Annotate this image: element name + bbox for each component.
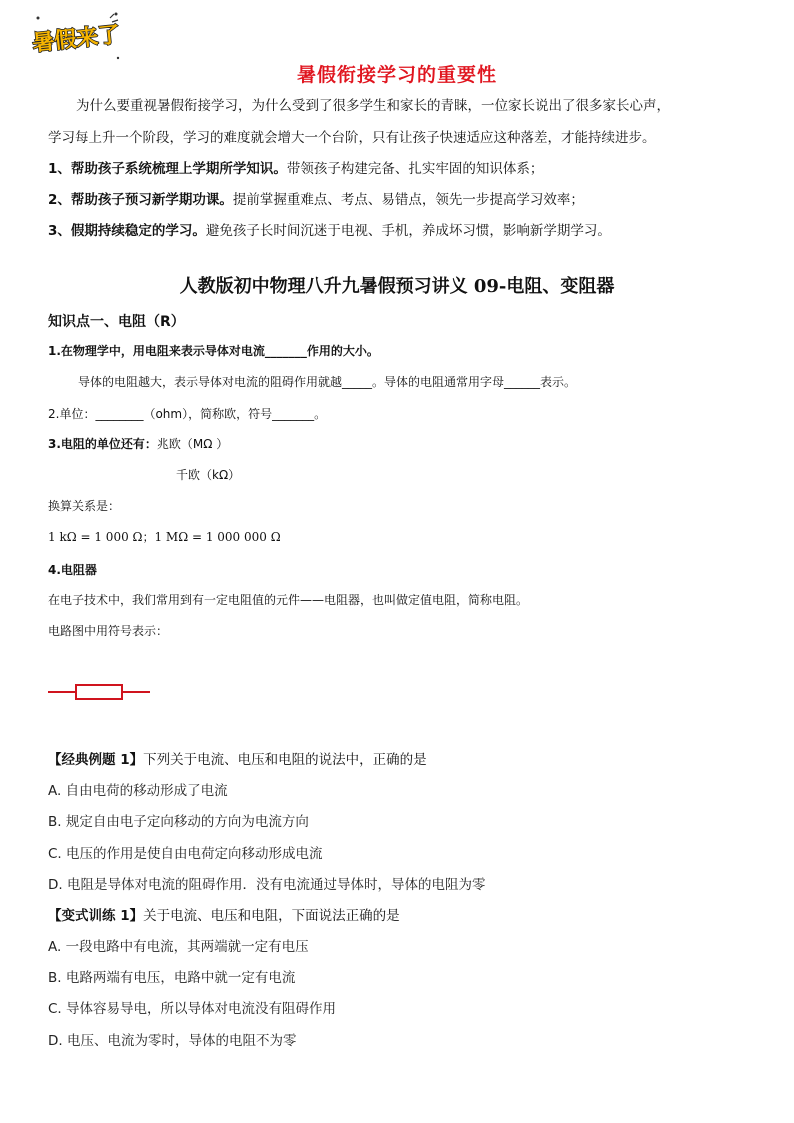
lecture-title: 人教版初中物理八升九暑假预习讲义 09-电阻、变阻器 <box>179 276 615 297</box>
practice-option-a: A. 一段电路中有电流，其两端就一定有电压 <box>48 939 309 955</box>
item4-description: 在电子技术中，我们常用到有一定电阻值的元件——电阻器，也叫做定值电阻，简称电阻。 <box>48 593 529 607</box>
item4-heading: 4.电阻器 <box>48 563 97 577</box>
practice-tag: 【变式训练 1】 <box>48 908 144 924</box>
symbol-label: 电路图中用符号表示： <box>48 624 169 638</box>
item3-lead: 3.电阻的单位还有： <box>48 437 157 451</box>
banner-paragraph-line1: 为什么要重视暑假衔接学习，为什么受到了很多学生和家长的青睐，一位家长说出了很多家长心声， <box>76 98 670 114</box>
section-heading: 知识点一、电阻（R） <box>48 314 185 330</box>
item3-kohm: 千欧（kΩ） <box>176 468 241 482</box>
example-option-c: C. 电压的作用是使自由电荷定向移动形成电流 <box>48 846 323 862</box>
item2-unit: 2.单位：________（ohm），简称欧，符号_______。 <box>48 407 327 421</box>
example-question-text: 下列关于电流、电压和电阻的说法中，正确的是 <box>143 752 427 768</box>
point-text: 提前掌握重难点、考点、易错点，领先一步提高学习效率； <box>232 192 584 208</box>
resistor-symbol-icon <box>48 682 152 702</box>
item3-mohm: 兆欧（MΩ ） <box>156 437 229 451</box>
point-lead: 3、假期持续稳定的学习。 <box>48 223 206 239</box>
example-option-b: B. 规定自由电子定向移动的方向为电流方向 <box>48 814 309 830</box>
practice-option-c: C. 导体容易导电，所以导体对电流没有阻碍作用 <box>48 1001 337 1017</box>
banner-point-3 <box>48 223 611 239</box>
practice-option-d: D. 电压、电流为零时，导体的电阻不为零 <box>48 1033 297 1049</box>
banner-title: 暑假衔接学习的重要性 <box>296 64 497 86</box>
practice-question-text: 关于电流、电压和电阻，下面说法正确的是 <box>143 908 400 924</box>
svg-text:暑假来了: 暑假来了 <box>31 22 122 57</box>
practice-question <box>48 904 400 924</box>
point-lead: 1、帮助孩子系统梳理上学期所学知识。 <box>48 161 287 177</box>
banner-paragraph-line2: 学习每上升一个阶段，学习的难度就会增大一个台阶，只有让孩子快速适应这种落差，才能持续进步。 <box>48 130 656 146</box>
banner-point-1 <box>48 161 543 177</box>
conversion-label: 换算关系是： <box>48 499 121 513</box>
conversion-formula: 1 kΩ = 1 000 Ω；1 MΩ = 1 000 000 Ω <box>48 530 281 544</box>
summer-logo <box>30 8 124 68</box>
example-question <box>48 748 427 768</box>
point-text: 避免孩子长时间沉迷于电视、手机，养成坏习惯，影响新学期学习。 <box>205 223 611 239</box>
practice-option-b: B. 电路两端有电压，电路中就一定有电流 <box>48 970 296 986</box>
item3 <box>48 437 228 452</box>
example-option-d: D. 电阻是导体对电流的阻碍作用．没有电流通过导体时，导体的电阻为零 <box>48 877 486 893</box>
example-option-a: A. 自由电荷的移动形成了电流 <box>48 783 228 799</box>
item1-line2: 导体的电阻越大，表示导体对电流的阻碍作用就越_____。导体的电阻通常用字母______表示。 <box>78 375 577 389</box>
example-tag: 【经典例题 1】 <box>48 752 144 768</box>
banner-point-2 <box>48 192 584 208</box>
point-text: 带领孩子构建完备、扎实牢固的知识体系； <box>286 161 544 177</box>
point-lead: 2、帮助孩子预习新学期功课。 <box>48 192 233 208</box>
item1-line1: 1.在物理学中，用电阻来表示导体对电流_______作用的大小。 <box>48 344 379 358</box>
